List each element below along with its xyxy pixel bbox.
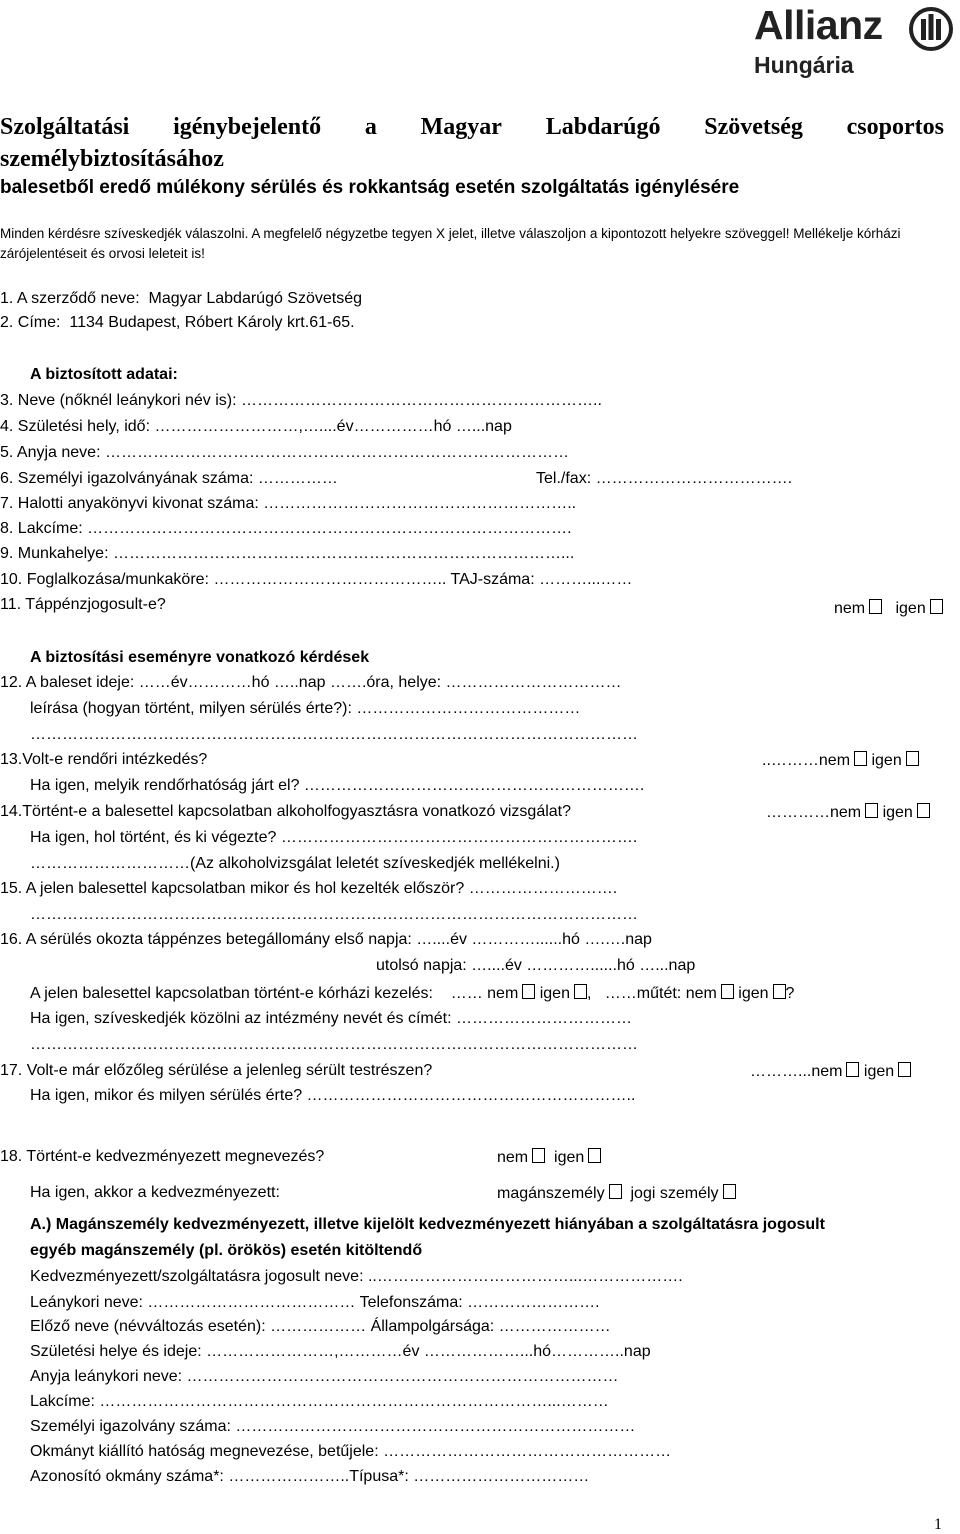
police-question: 13.Volt-e rendőri intézkedés?	[0, 751, 208, 768]
sick-pay-igen-checkbox[interactable]	[930, 599, 943, 614]
alcohol-nem-checkbox[interactable]	[865, 803, 878, 818]
legal-entity-checkbox[interactable]	[723, 1184, 736, 1199]
allianz-eagle-logo-icon	[908, 6, 954, 52]
field-mother-name[interactable]: 5. Anyja neve: ……………………………………………………………………………	[0, 444, 569, 461]
section-a-heading-line-1: A.) Magánszemély kedvezményezett, illetve kijelölt kedvezményezett hiányában a szolgáltatásra jogosult	[30, 1216, 825, 1233]
field-institution-line[interactable]: ……………………………………………………………………………………………………	[30, 1036, 638, 1053]
alcohol-question: 14.Történt-e a balesettel kapcsolatban alkoholfogyasztásra vonatkozó vizsgálat?	[0, 803, 572, 820]
field-first-treatment-line[interactable]: ……………………………………………………………………………………………………	[30, 906, 638, 923]
hospital-question: A jelen balesettel kapcsolatban történt-e kórházi kezelés: …… nem igen , ……műtét: nem igen ?	[30, 985, 795, 1002]
page-number: 1	[934, 1516, 942, 1533]
field-alcohol-test-details[interactable]: Ha igen, hol történt, és ki végezte? ………………………………………………………….	[30, 829, 638, 846]
field-sick-leave-last-day[interactable]: utolsó napja: …....év …………......hó …...nap	[376, 957, 696, 974]
alcohol-igen-checkbox[interactable]	[917, 803, 930, 818]
field-accident-time-place[interactable]: 12. A baleset ideje: ……év…………hó …..nap …….óra, helye: ……………………………	[0, 674, 622, 691]
beneficiary-type-options: magánszemély jogi személy	[497, 1184, 736, 1203]
field-name[interactable]: 3. Neve (nőknél leánykori név is): …………………………………………………………..	[0, 392, 602, 409]
field-first-treatment[interactable]: 15. A jelen balesettel kapcsolatban mikor és hol kezelték először? ……………………….	[0, 880, 618, 897]
previous-injury-question: 17. Volt-e már előzőleg sérülése a jelenleg sérült testrészen?	[0, 1062, 433, 1079]
title-line-2: személybiztosításához	[0, 146, 224, 172]
insured-heading: A biztosított adatai:	[30, 366, 178, 383]
alcohol-attachment-note: …………………………(Az alkoholvizsgálat leletét szíveskedjék mellékelni.)	[30, 855, 560, 872]
contract-address-row: 2. Címe: 1134 Budapest, Róbert Károly krt.61-65.	[0, 314, 355, 331]
field-document-number-type[interactable]: Azonosító okmány száma*: …………………..Típusa*: ……………………………	[30, 1468, 590, 1485]
previous-injury-igen-checkbox[interactable]	[898, 1062, 911, 1077]
beneficiary-question: 18. Történt-e kedvezményezett megnevezés?	[0, 1148, 325, 1165]
beneficiary-igen-checkbox[interactable]	[588, 1148, 601, 1163]
beneficiary-nem-checkbox[interactable]	[532, 1148, 545, 1163]
field-birth[interactable]: 4. Születési hely, idő: ………………………,…....év……………hó …...nap	[0, 418, 512, 435]
field-address[interactable]: 8. Lakcíme: ……………………………………………………………………………….	[0, 520, 572, 537]
hospital-nem-checkbox[interactable]	[522, 984, 535, 999]
beneficiary-type-label: Ha igen, akkor a kedvezményezett:	[30, 1184, 280, 1201]
intro-text: Minden kérdésre szíveskedjék válaszolni. A megfelelő négyzetbe tegyen X jelet, illetve válaszoljon a kipontozott helyekre szöveggel! Mellékelje kórházi zárójelentéseit és orvosi leleteit is!	[0, 226, 901, 261]
field-previous-name-citizenship[interactable]: Előző neve (névváltozás esetén): ……………… Állampolgársága: …………………	[30, 1318, 611, 1335]
field-beneficiary-name[interactable]: Kedvezményezett/szolgáltatásra jogosult neve: ..………………………………...……………….	[30, 1268, 683, 1285]
title-line-1: Szolgáltatási igénybejelentő a Magyar Labdarúgó Szövetség csoportos	[0, 114, 944, 140]
police-options: ..………nem igen	[762, 751, 919, 770]
field-previous-injury[interactable]: Ha igen, mikor és milyen sérülés érte? ……………………………………………………..	[30, 1087, 636, 1104]
event-heading: A biztosítási eseményre vonatkozó kérdések	[30, 649, 370, 666]
section-a-heading-line-2: egyéb magánszemély (pl. örökös) esetén kitöltendő	[30, 1242, 423, 1259]
field-sick-leave-first-day[interactable]: 16. A sérülés okozta táppénzes betegállomány első napja: …....év …………......hó ….….nap	[0, 931, 652, 948]
contract-name-row: 1. A szerződő neve: Magyar Labdarúgó Szövetség	[0, 290, 363, 307]
police-igen-checkbox[interactable]	[906, 751, 919, 766]
logo-subbrand: Hungária	[754, 52, 854, 78]
surgery-igen-checkbox[interactable]	[773, 984, 786, 999]
title-line-3: balesetből eredő múlékony sérülés és rokkantság esetén szolgáltatás igénylésére	[0, 177, 740, 198]
field-police-authority[interactable]: Ha igen, melyik rendőrhatóság járt el? ……………………………………………………….	[30, 777, 645, 794]
sick-pay-options: nem igen	[834, 599, 943, 618]
field-issuing-authority[interactable]: Okmányt kiállító hatóság megnevezése, betűjele: ………………………………………………	[30, 1443, 672, 1460]
field-id-number[interactable]: 6. Személyi igazolványának száma: ……………	[0, 470, 338, 487]
sick-pay-nem-checkbox[interactable]	[869, 599, 882, 614]
field-occupation-taj[interactable]: 10. Foglalkozása/munkaköre: …………………………………….. TAJ-száma: ………...……	[0, 571, 633, 588]
field-tel-fax[interactable]: Tel./fax: ……………………………….	[536, 470, 793, 487]
field-workplace[interactable]: 9. Munkahelye: …………………………………………………………………………...	[0, 545, 575, 562]
previous-injury-options: ………...nem igen	[750, 1062, 911, 1081]
previous-injury-nem-checkbox[interactable]	[846, 1062, 859, 1077]
beneficiary-options: nem igen	[497, 1148, 601, 1167]
field-mother-maiden-name[interactable]: Anyja leánykori neve: ………………………………………………………………………	[30, 1368, 619, 1385]
hospital-igen-checkbox[interactable]	[574, 984, 587, 999]
field-maiden-name-phone[interactable]: Leánykori neve: ………………………………… Telefonszáma: …………………….	[30, 1294, 600, 1311]
field-id-card-number[interactable]: Személyi igazolvány száma: …………………………………………………………………	[30, 1418, 636, 1435]
field-birth-place-date[interactable]: Születési helye és ideje: ……………………,…………év ………………...hó…………..nap	[30, 1343, 651, 1360]
field-death-certificate[interactable]: 7. Halotti anyakönyvi kivonat száma: …………………………………………………..	[0, 495, 577, 512]
field-accident-description-line[interactable]: ……………………………………………………………………………………………………	[30, 726, 638, 743]
field-institution[interactable]: Ha igen, szíveskedjék közölni az intézmény nevét és címét: ……………………………	[30, 1010, 632, 1027]
field-sick-pay-question: 11. Táppénzjogosult-e?	[0, 596, 166, 613]
alcohol-options: …………nem igen	[766, 803, 930, 822]
field-beneficiary-address[interactable]: Lakcíme: …………………………………………………………………………...………	[30, 1393, 609, 1410]
private-person-checkbox[interactable]	[609, 1184, 622, 1199]
field-accident-description[interactable]: leírása (hogyan történt, milyen sérülés érte?): ……………………………………	[30, 700, 581, 717]
surgery-nem-checkbox[interactable]	[721, 984, 734, 999]
police-nem-checkbox[interactable]	[854, 751, 867, 766]
logo-wordmark: Allianz	[754, 2, 883, 48]
